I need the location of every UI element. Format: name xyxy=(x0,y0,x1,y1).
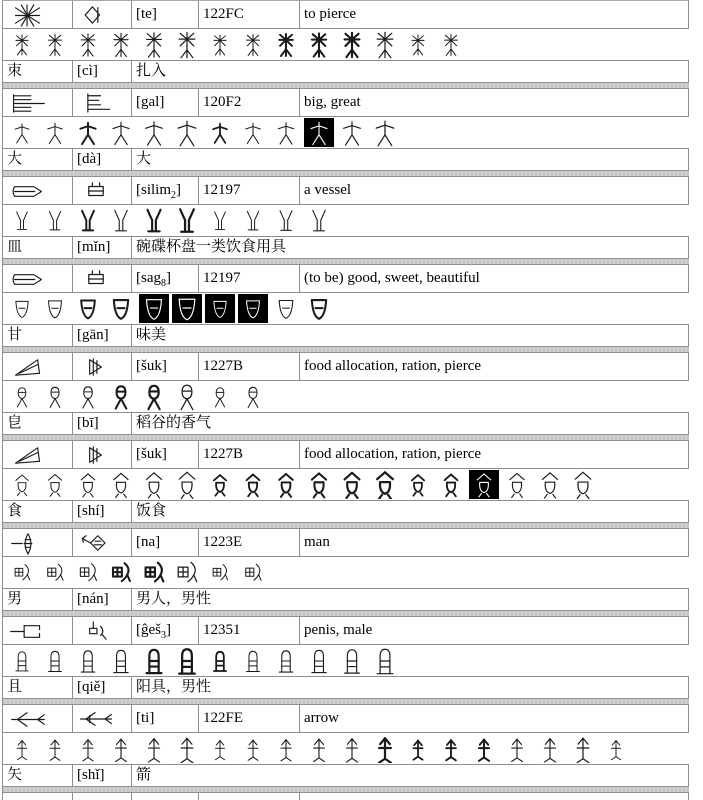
oracle-bone-glyph-food xyxy=(205,470,235,499)
hanzi-character: 食 xyxy=(3,501,73,522)
pinyin-reading: [nán] xyxy=(73,589,132,610)
transliteration-subscript: 8 xyxy=(161,278,166,289)
oracle-bone-glyph-mouth-inverted xyxy=(172,294,202,323)
oracle-bone-glyph-row xyxy=(3,557,689,589)
transliteration-cell xyxy=(132,1,199,28)
oracle-bone-glyph-arrow xyxy=(469,734,499,763)
sign-block xyxy=(3,1,689,89)
oracle-bone-glyph-food xyxy=(238,470,268,499)
oracle-bone-glyph-mouth-inverted xyxy=(205,294,235,323)
hanzi-character: 皀 xyxy=(3,413,73,434)
cuneiform-sign-variant-cell xyxy=(73,617,132,644)
unicode-codepoint: 122FC xyxy=(199,1,300,28)
oracle-bone-glyph-food xyxy=(502,470,532,499)
oracle-bone-glyph-field-plow xyxy=(139,558,169,587)
oracle-bone-glyph-vessel xyxy=(205,206,235,235)
chinese-definition: 饭食 xyxy=(132,501,689,522)
oracle-bone-glyph-phallus xyxy=(271,646,301,675)
oracle-bone-glyph-vessel xyxy=(7,206,37,235)
cuneiform-sign-primary-cell xyxy=(3,89,73,116)
oracle-bone-glyph-phallus xyxy=(40,646,70,675)
oracle-bone-glyph-mouth xyxy=(40,294,70,323)
cuneiform-sign-variant-cell xyxy=(73,89,132,116)
transliteration-subscript: 2 xyxy=(171,190,177,201)
oracle-bone-glyph-row xyxy=(3,381,689,413)
oracle-bone-glyph-grain xyxy=(238,382,268,411)
chinese-row xyxy=(3,325,689,347)
oracle-bone-glyph-phallus xyxy=(238,646,268,675)
hanzi-character: 甘 xyxy=(3,325,73,346)
oracle-bone-glyph-person xyxy=(172,118,202,147)
oracle-bone-glyph-arrow xyxy=(568,734,598,763)
oracle-bone-glyph-arrow xyxy=(139,734,169,763)
pinyin-reading: [shí] xyxy=(73,501,132,522)
cuneiform-te-sign-icon xyxy=(7,3,49,28)
oracle-bone-glyph-field-plow xyxy=(73,558,103,587)
oracle-bone-glyph-row xyxy=(3,205,689,237)
hanzi-character: 男 xyxy=(3,589,73,610)
oracle-bone-glyph-person xyxy=(205,118,235,147)
transliteration-cell xyxy=(132,705,199,732)
transliteration-cell xyxy=(132,353,199,380)
oracle-bone-glyph-food xyxy=(568,470,598,499)
transliteration-text: [te] xyxy=(136,6,157,22)
oracle-bone-glyph-vessel xyxy=(238,206,268,235)
oracle-bone-glyph-row xyxy=(3,29,689,61)
oracle-bone-glyph-vessel xyxy=(304,206,334,235)
unicode-codepoint: 12197 xyxy=(199,177,300,204)
oracle-bone-glyph-food xyxy=(172,470,202,499)
cuneiform-sign-primary-cell xyxy=(3,1,73,28)
oracle-bone-glyph-thorn-tree xyxy=(436,30,466,59)
oracle-bone-glyph-food xyxy=(436,470,466,499)
english-meaning: arrow xyxy=(300,705,689,732)
oracle-bone-glyph-mouth xyxy=(7,294,37,323)
oracle-bone-glyph-arrow xyxy=(40,734,70,763)
oracle-bone-glyph-person xyxy=(7,118,37,147)
oracle-bone-glyph-arrow xyxy=(370,734,400,763)
chinese-row xyxy=(3,677,689,699)
transliteration-text: [ti] xyxy=(136,710,155,726)
cuneiform-gesh-sign-icon xyxy=(7,619,49,644)
english-meaning: a vessel xyxy=(300,177,689,204)
pinyin-reading: [shǐ] xyxy=(73,765,132,786)
oracle-bone-glyph-phallus xyxy=(370,646,400,675)
oracle-bone-glyph-grain xyxy=(139,382,169,411)
oracle-bone-glyph-person xyxy=(271,118,301,147)
sign-block xyxy=(3,705,689,793)
chinese-definition: 箭 xyxy=(132,765,689,786)
chinese-row xyxy=(3,149,689,171)
unicode-codepoint: 1227B xyxy=(199,353,300,380)
oracle-bone-glyph-thorn-tree xyxy=(304,30,334,59)
oracle-bone-glyph-vessel xyxy=(271,206,301,235)
sign-block xyxy=(3,265,689,353)
cuneiform-sag-sign-icon xyxy=(7,267,49,292)
cuneiform-sign-primary-cell xyxy=(3,529,73,556)
oracle-bone-glyph-thorn-tree xyxy=(205,30,235,59)
sign-header-row xyxy=(3,177,689,205)
oracle-bone-glyph-thorn-tree xyxy=(172,30,202,59)
oracle-bone-glyph-person xyxy=(370,118,400,147)
next-block-partial-row xyxy=(3,793,689,800)
transliteration-bracket: ] xyxy=(176,182,182,198)
oracle-bone-glyph-vessel xyxy=(106,206,136,235)
oracle-bone-glyph-grain xyxy=(7,382,37,411)
cuneiform-shuk-variant-sign-icon xyxy=(77,443,115,467)
oracle-bone-glyph-phallus xyxy=(172,646,202,675)
oracle-bone-glyph-arrow xyxy=(337,734,367,763)
pinyin-reading: [gān] xyxy=(73,325,132,346)
cuneiform-sign-primary-cell xyxy=(3,705,73,732)
oracle-bone-glyph-vessel xyxy=(139,206,169,235)
unicode-codepoint: 1223E xyxy=(199,529,300,556)
cuneiform-gesh-variant-sign-icon xyxy=(77,619,115,643)
chinese-row xyxy=(3,765,689,787)
oracle-bone-glyph-arrow xyxy=(205,734,235,763)
sign-block xyxy=(3,89,689,177)
oracle-bone-glyph-grain xyxy=(73,382,103,411)
oracle-bone-glyph-field-plow xyxy=(7,558,37,587)
chinese-row xyxy=(3,413,689,435)
oracle-bone-glyph-food xyxy=(403,470,433,499)
oracle-bone-glyph-field-plow xyxy=(40,558,70,587)
oracle-bone-glyph-mouth-inverted xyxy=(139,294,169,323)
partial-cell xyxy=(300,793,689,800)
chinese-definition: 大 xyxy=(132,149,689,170)
oracle-bone-glyph-mouth-inverted xyxy=(238,294,268,323)
sign-header-row xyxy=(3,89,689,117)
oracle-bone-glyph-mouth xyxy=(73,294,103,323)
sign-header-row xyxy=(3,705,689,733)
chinese-row xyxy=(3,589,689,611)
oracle-bone-glyph-food xyxy=(7,470,37,499)
oracle-bone-glyph-person xyxy=(40,118,70,147)
oracle-bone-glyph-food xyxy=(271,470,301,499)
chinese-definition: 扎入 xyxy=(132,61,689,82)
transliteration-text: [sag xyxy=(136,270,161,286)
partial-cell xyxy=(3,793,73,800)
chinese-row xyxy=(3,501,689,523)
oracle-bone-glyph-thorn-tree xyxy=(238,30,268,59)
cuneiform-sign-variant-cell xyxy=(73,441,132,468)
oracle-bone-glyph-field-plow xyxy=(238,558,268,587)
cuneiform-ti-variant-sign-icon xyxy=(77,707,115,731)
oracle-bone-glyph-food xyxy=(139,470,169,499)
sign-header-row xyxy=(3,617,689,645)
cuneiform-na-variant-sign-icon xyxy=(77,531,115,555)
oracle-bone-glyph-food xyxy=(40,470,70,499)
oracle-bone-glyph-person-inverted xyxy=(304,118,334,147)
oracle-bone-glyph-phallus xyxy=(7,646,37,675)
cuneiform-ti-sign-icon xyxy=(7,707,49,732)
hanzi-character: 皿 xyxy=(3,237,73,258)
hanzi-character: 且 xyxy=(3,677,73,698)
oracle-bone-glyph-arrow xyxy=(106,734,136,763)
oracle-bone-glyph-grain xyxy=(172,382,202,411)
transliteration-cell xyxy=(132,441,199,468)
chinese-definition: 稻谷的香气 xyxy=(132,413,689,434)
oracle-bone-glyph-row xyxy=(3,117,689,149)
oracle-bone-glyph-vessel xyxy=(172,206,202,235)
oracle-bone-glyph-phallus xyxy=(106,646,136,675)
hanzi-character: 朿 xyxy=(3,61,73,82)
oracle-bone-glyph-arrow xyxy=(502,734,532,763)
oracle-bone-glyph-vessel xyxy=(73,206,103,235)
transliteration-cell xyxy=(132,177,199,204)
oracle-bone-glyph-food xyxy=(535,470,565,499)
oracle-bone-glyph-thorn-tree xyxy=(139,30,169,59)
cuneiform-sign-primary-cell xyxy=(3,265,73,292)
cuneiform-sign-variant-cell xyxy=(73,353,132,380)
unicode-codepoint: 12197 xyxy=(199,265,300,292)
transliteration-text: [šuk] xyxy=(136,446,167,462)
chinese-definition: 男人，男性 xyxy=(132,589,689,610)
english-meaning: man xyxy=(300,529,689,556)
cuneiform-shuk-sign-icon xyxy=(7,443,49,468)
hanzi-character: 大 xyxy=(3,149,73,170)
oracle-bone-glyph-person xyxy=(337,118,367,147)
sign-block xyxy=(3,441,689,529)
oracle-bone-glyph-field-plow xyxy=(106,558,136,587)
sign-header-row xyxy=(3,265,689,293)
cuneiform-sign-variant-cell xyxy=(73,529,132,556)
oracle-bone-glyph-row xyxy=(3,293,689,325)
oracle-bone-glyph-person xyxy=(238,118,268,147)
transliteration-text: [gal] xyxy=(136,94,165,110)
cuneiform-gal-variant-sign-icon xyxy=(77,91,115,115)
oracle-bone-glyph-grain xyxy=(205,382,235,411)
oracle-bone-glyph-thorn-tree xyxy=(271,30,301,59)
oracle-bone-glyph-arrow xyxy=(436,734,466,763)
oracle-bone-glyph-arrow xyxy=(172,734,202,763)
cuneiform-te-variant-sign-icon xyxy=(77,3,115,27)
hanzi-character: 矢 xyxy=(3,765,73,786)
oracle-bone-glyph-grain xyxy=(40,382,70,411)
oracle-bone-glyph-mouth xyxy=(271,294,301,323)
pinyin-reading: [qiě] xyxy=(73,677,132,698)
oracle-bone-glyph-person xyxy=(139,118,169,147)
cuneiform-sag-variant-sign-icon xyxy=(77,267,115,291)
oracle-bone-glyph-thorn-tree xyxy=(7,30,37,59)
cuneiform-sign-variant-cell xyxy=(73,265,132,292)
sign-header-row xyxy=(3,529,689,557)
cuneiform-shuk-variant-sign-icon xyxy=(77,355,115,379)
transliteration-bracket: ] xyxy=(166,270,171,286)
oracle-bone-glyph-thorn-tree xyxy=(370,30,400,59)
transliteration-bracket: ] xyxy=(166,622,171,638)
table-blocks xyxy=(3,1,689,793)
transliteration-cell xyxy=(132,617,199,644)
oracle-bone-glyph-phallus xyxy=(304,646,334,675)
pinyin-reading: [dà] xyxy=(73,149,132,170)
oracle-bone-glyph-row xyxy=(3,469,689,501)
oracle-bone-glyph-phallus xyxy=(139,646,169,675)
pinyin-reading: [mǐn] xyxy=(73,237,132,258)
cuneiform-sign-variant-cell xyxy=(73,705,132,732)
oracle-bone-glyph-arrow xyxy=(271,734,301,763)
transliteration-text: [ĝeš xyxy=(136,622,161,638)
cuneiform-silim-variant-sign-icon xyxy=(77,179,115,203)
pinyin-reading: [bī] xyxy=(73,413,132,434)
chinese-row xyxy=(3,61,689,83)
partial-cell xyxy=(132,793,199,800)
cuneiform-sign-primary-cell xyxy=(3,353,73,380)
transliteration-text: [silim xyxy=(136,182,172,198)
oracle-bone-glyph-vessel xyxy=(40,206,70,235)
sign-header-row xyxy=(3,1,689,29)
oracle-bone-glyph-arrow xyxy=(403,734,433,763)
unicode-codepoint: 12351 xyxy=(199,617,300,644)
oracle-bone-glyph-thorn-tree xyxy=(106,30,136,59)
oracle-bone-glyph-food xyxy=(106,470,136,499)
oracle-bone-glyph-food xyxy=(337,470,367,499)
oracle-bone-glyph-phallus xyxy=(205,646,235,675)
oracle-bone-glyph-arrow xyxy=(7,734,37,763)
oracle-bone-glyph-grain xyxy=(106,382,136,411)
english-meaning: penis, male xyxy=(300,617,689,644)
sign-block xyxy=(3,529,689,617)
cuneiform-sign-variant-cell xyxy=(73,1,132,28)
english-meaning: big, great xyxy=(300,89,689,116)
chinese-definition: 阳具，男性 xyxy=(132,677,689,698)
oracle-bone-glyph-arrow xyxy=(535,734,565,763)
oracle-bone-glyph-person xyxy=(106,118,136,147)
oracle-bone-glyph-field-plow xyxy=(205,558,235,587)
cuneiform-sign-variant-cell xyxy=(73,177,132,204)
chinese-definition: 碗碟杯盘一类饮食用具 xyxy=(132,237,689,258)
oracle-bone-glyph-arrow xyxy=(238,734,268,763)
partial-cell xyxy=(199,793,300,800)
oracle-bone-glyph-arrow xyxy=(601,734,631,763)
oracle-bone-glyph-arrow xyxy=(73,734,103,763)
english-meaning: food allocation, ration, pierce xyxy=(300,353,689,380)
cuneiform-shuk-sign-icon xyxy=(7,355,49,380)
cuneiform-sign-primary-cell xyxy=(3,617,73,644)
transliteration-cell xyxy=(132,89,199,116)
partial-cell xyxy=(73,793,132,800)
transliteration-cell xyxy=(132,529,199,556)
transliteration-subscript: 3 xyxy=(161,630,166,641)
sign-header-row xyxy=(3,441,689,469)
english-meaning: to pierce xyxy=(300,1,689,28)
oracle-bone-glyph-arrow xyxy=(304,734,334,763)
oracle-bone-glyph-food xyxy=(73,470,103,499)
chinese-row xyxy=(3,237,689,259)
chinese-definition: 味美 xyxy=(132,325,689,346)
unicode-codepoint: 1227B xyxy=(199,441,300,468)
oracle-bone-glyph-thorn-tree xyxy=(40,30,70,59)
cuneiform-sign-primary-cell xyxy=(3,441,73,468)
sign-block xyxy=(3,177,689,265)
cuneiform-oracle-comparison-table xyxy=(2,0,689,800)
oracle-bone-glyph-mouth xyxy=(106,294,136,323)
oracle-bone-glyph-phallus xyxy=(73,646,103,675)
english-meaning: food allocation, ration, pierce xyxy=(300,441,689,468)
oracle-bone-glyph-person xyxy=(73,118,103,147)
unicode-codepoint: 120F2 xyxy=(199,89,300,116)
unicode-codepoint: 122FE xyxy=(199,705,300,732)
oracle-bone-glyph-phallus xyxy=(337,646,367,675)
cuneiform-sign-primary-cell xyxy=(3,177,73,204)
cuneiform-silim-sign-icon xyxy=(7,179,49,204)
oracle-bone-glyph-thorn-tree xyxy=(337,30,367,59)
english-meaning: (to be) good, sweet, beautiful xyxy=(300,265,689,292)
oracle-bone-glyph-row xyxy=(3,645,689,677)
cuneiform-gal-sign-icon xyxy=(7,91,49,116)
oracle-bone-glyph-food-inverted xyxy=(469,470,499,499)
sign-block xyxy=(3,353,689,441)
oracle-bone-glyph-food xyxy=(370,470,400,499)
oracle-bone-glyph-thorn-tree xyxy=(73,30,103,59)
oracle-bone-glyph-food xyxy=(304,470,334,499)
transliteration-text: [na] xyxy=(136,534,161,550)
oracle-bone-glyph-thorn-tree xyxy=(403,30,433,59)
sign-block xyxy=(3,617,689,705)
oracle-bone-glyph-mouth xyxy=(304,294,334,323)
oracle-bone-glyph-field-plow xyxy=(172,558,202,587)
oracle-bone-glyph-row xyxy=(3,733,689,765)
cuneiform-na-sign-icon xyxy=(7,531,49,556)
pinyin-reading: [cì] xyxy=(73,61,132,82)
sign-header-row xyxy=(3,353,689,381)
transliteration-cell xyxy=(132,265,199,292)
transliteration-text: [šuk] xyxy=(136,358,167,374)
